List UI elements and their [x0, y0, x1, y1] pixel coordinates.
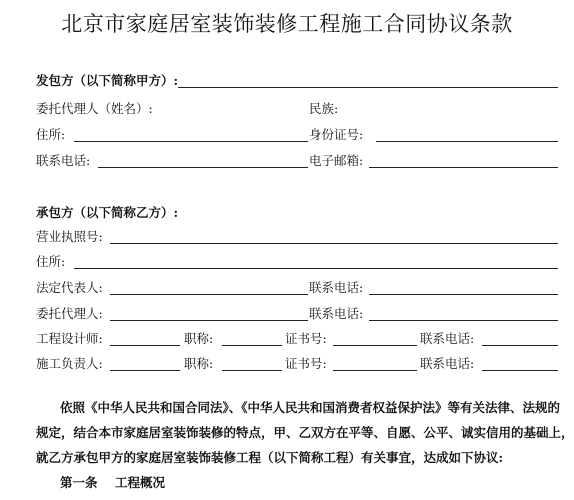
party-a-phone-field[interactable]	[98, 167, 308, 168]
party-a-name-field[interactable]	[178, 87, 558, 88]
party-b-heading-row	[36, 205, 560, 221]
party-a-heading: 发包方（以下简称甲方）:	[36, 73, 179, 88]
party-b-agent-field[interactable]	[110, 320, 308, 321]
party-b-license-label: 营业执照号:	[36, 229, 103, 244]
body-line-2: 规定，结合本市家庭居室装饰装修的特点，甲、乙双方在平等、自愿、公平、诚实信用的基础上，	[36, 425, 574, 440]
party-b-legal-rep-label: 法定代表人:	[36, 280, 103, 295]
party-b-designer-label: 工程设计师:	[36, 331, 103, 346]
party-b-designer-cert-field[interactable]	[333, 345, 417, 346]
party-a-heading-row	[36, 73, 560, 89]
party-b-manager-title-label: 职称:	[184, 356, 214, 371]
party-b-legal-rep-field[interactable]	[110, 294, 308, 295]
party-a-phone-row	[36, 153, 560, 169]
body-line-3: 就乙方承包甲方的家庭居室装饰装修工程（以下简称工程）有关事宜，达成如下协议:	[36, 450, 504, 465]
party-a-address-label: 住所:	[36, 127, 66, 142]
party-b-heading: 承包方（以下简称乙方）:	[36, 205, 179, 220]
party-b-address-label: 住所:	[36, 254, 66, 269]
document-title: 北京市家庭居室装饰装修工程施工合同协议条款	[61, 12, 513, 36]
party-b-designer-phone-field[interactable]	[482, 345, 558, 346]
party-b-manager-field[interactable]	[110, 370, 180, 371]
party-b-address-row	[36, 254, 560, 270]
party-a-address-field[interactable]	[74, 141, 308, 142]
party-b-license-field[interactable]	[110, 243, 558, 244]
party-b-designer-cert-label: 证书号:	[285, 331, 327, 346]
party-a-ethnicity-label: 民族:	[309, 101, 339, 116]
party-b-designer-title-field[interactable]	[222, 345, 282, 346]
party-a-email-field[interactable]	[369, 167, 558, 168]
party-b-agent-phone-label: 联系电话:	[309, 306, 364, 321]
party-b-designer-phone-label: 联系电话:	[420, 331, 475, 346]
party-b-manager-cert-label: 证书号:	[285, 356, 327, 371]
party-b-manager-title-field[interactable]	[222, 370, 282, 371]
party-b-manager-phone-field[interactable]	[482, 370, 558, 371]
party-b-manager-phone-label: 联系电话:	[420, 356, 475, 371]
body-line-1: 依照《中华人民共和国合同法》、《中华人民共和国消费者权益保护法》等有关法律、法规的	[60, 400, 561, 415]
party-b-designer-row	[36, 331, 560, 347]
party-b-legal-rep-phone-label: 联系电话:	[309, 280, 364, 295]
party-a-id-field[interactable]	[376, 141, 558, 142]
party-a-id-label: 身份证号:	[309, 127, 364, 142]
article-1-number: 第一条	[60, 475, 98, 490]
party-b-agent-phone-field[interactable]	[369, 320, 558, 321]
party-a-email-label: 电子邮箱:	[309, 153, 364, 168]
party-b-manager-cert-field[interactable]	[333, 370, 417, 371]
party-b-agent-label: 委托代理人:	[36, 306, 103, 321]
party-b-legal-rep-phone-field[interactable]	[369, 294, 558, 295]
party-b-address-field[interactable]	[74, 268, 558, 269]
party-b-designer-field[interactable]	[110, 345, 180, 346]
party-a-agent-row	[36, 101, 560, 117]
article-1-title: 工程概况	[114, 475, 165, 490]
party-a-address-row	[36, 127, 560, 143]
party-b-designer-title-label: 职称:	[184, 331, 214, 346]
party-a-phone-label: 联系电话:	[36, 153, 91, 168]
party-b-manager-row	[36, 356, 560, 372]
party-b-manager-label: 施工负责人:	[36, 356, 103, 371]
party-b-agent-row	[36, 306, 560, 322]
party-b-legal-row	[36, 280, 560, 296]
party-a-agent-label: 委托代理人（姓名）:	[36, 101, 153, 116]
party-b-license-row	[36, 229, 560, 245]
article-1-heading	[36, 470, 560, 495]
